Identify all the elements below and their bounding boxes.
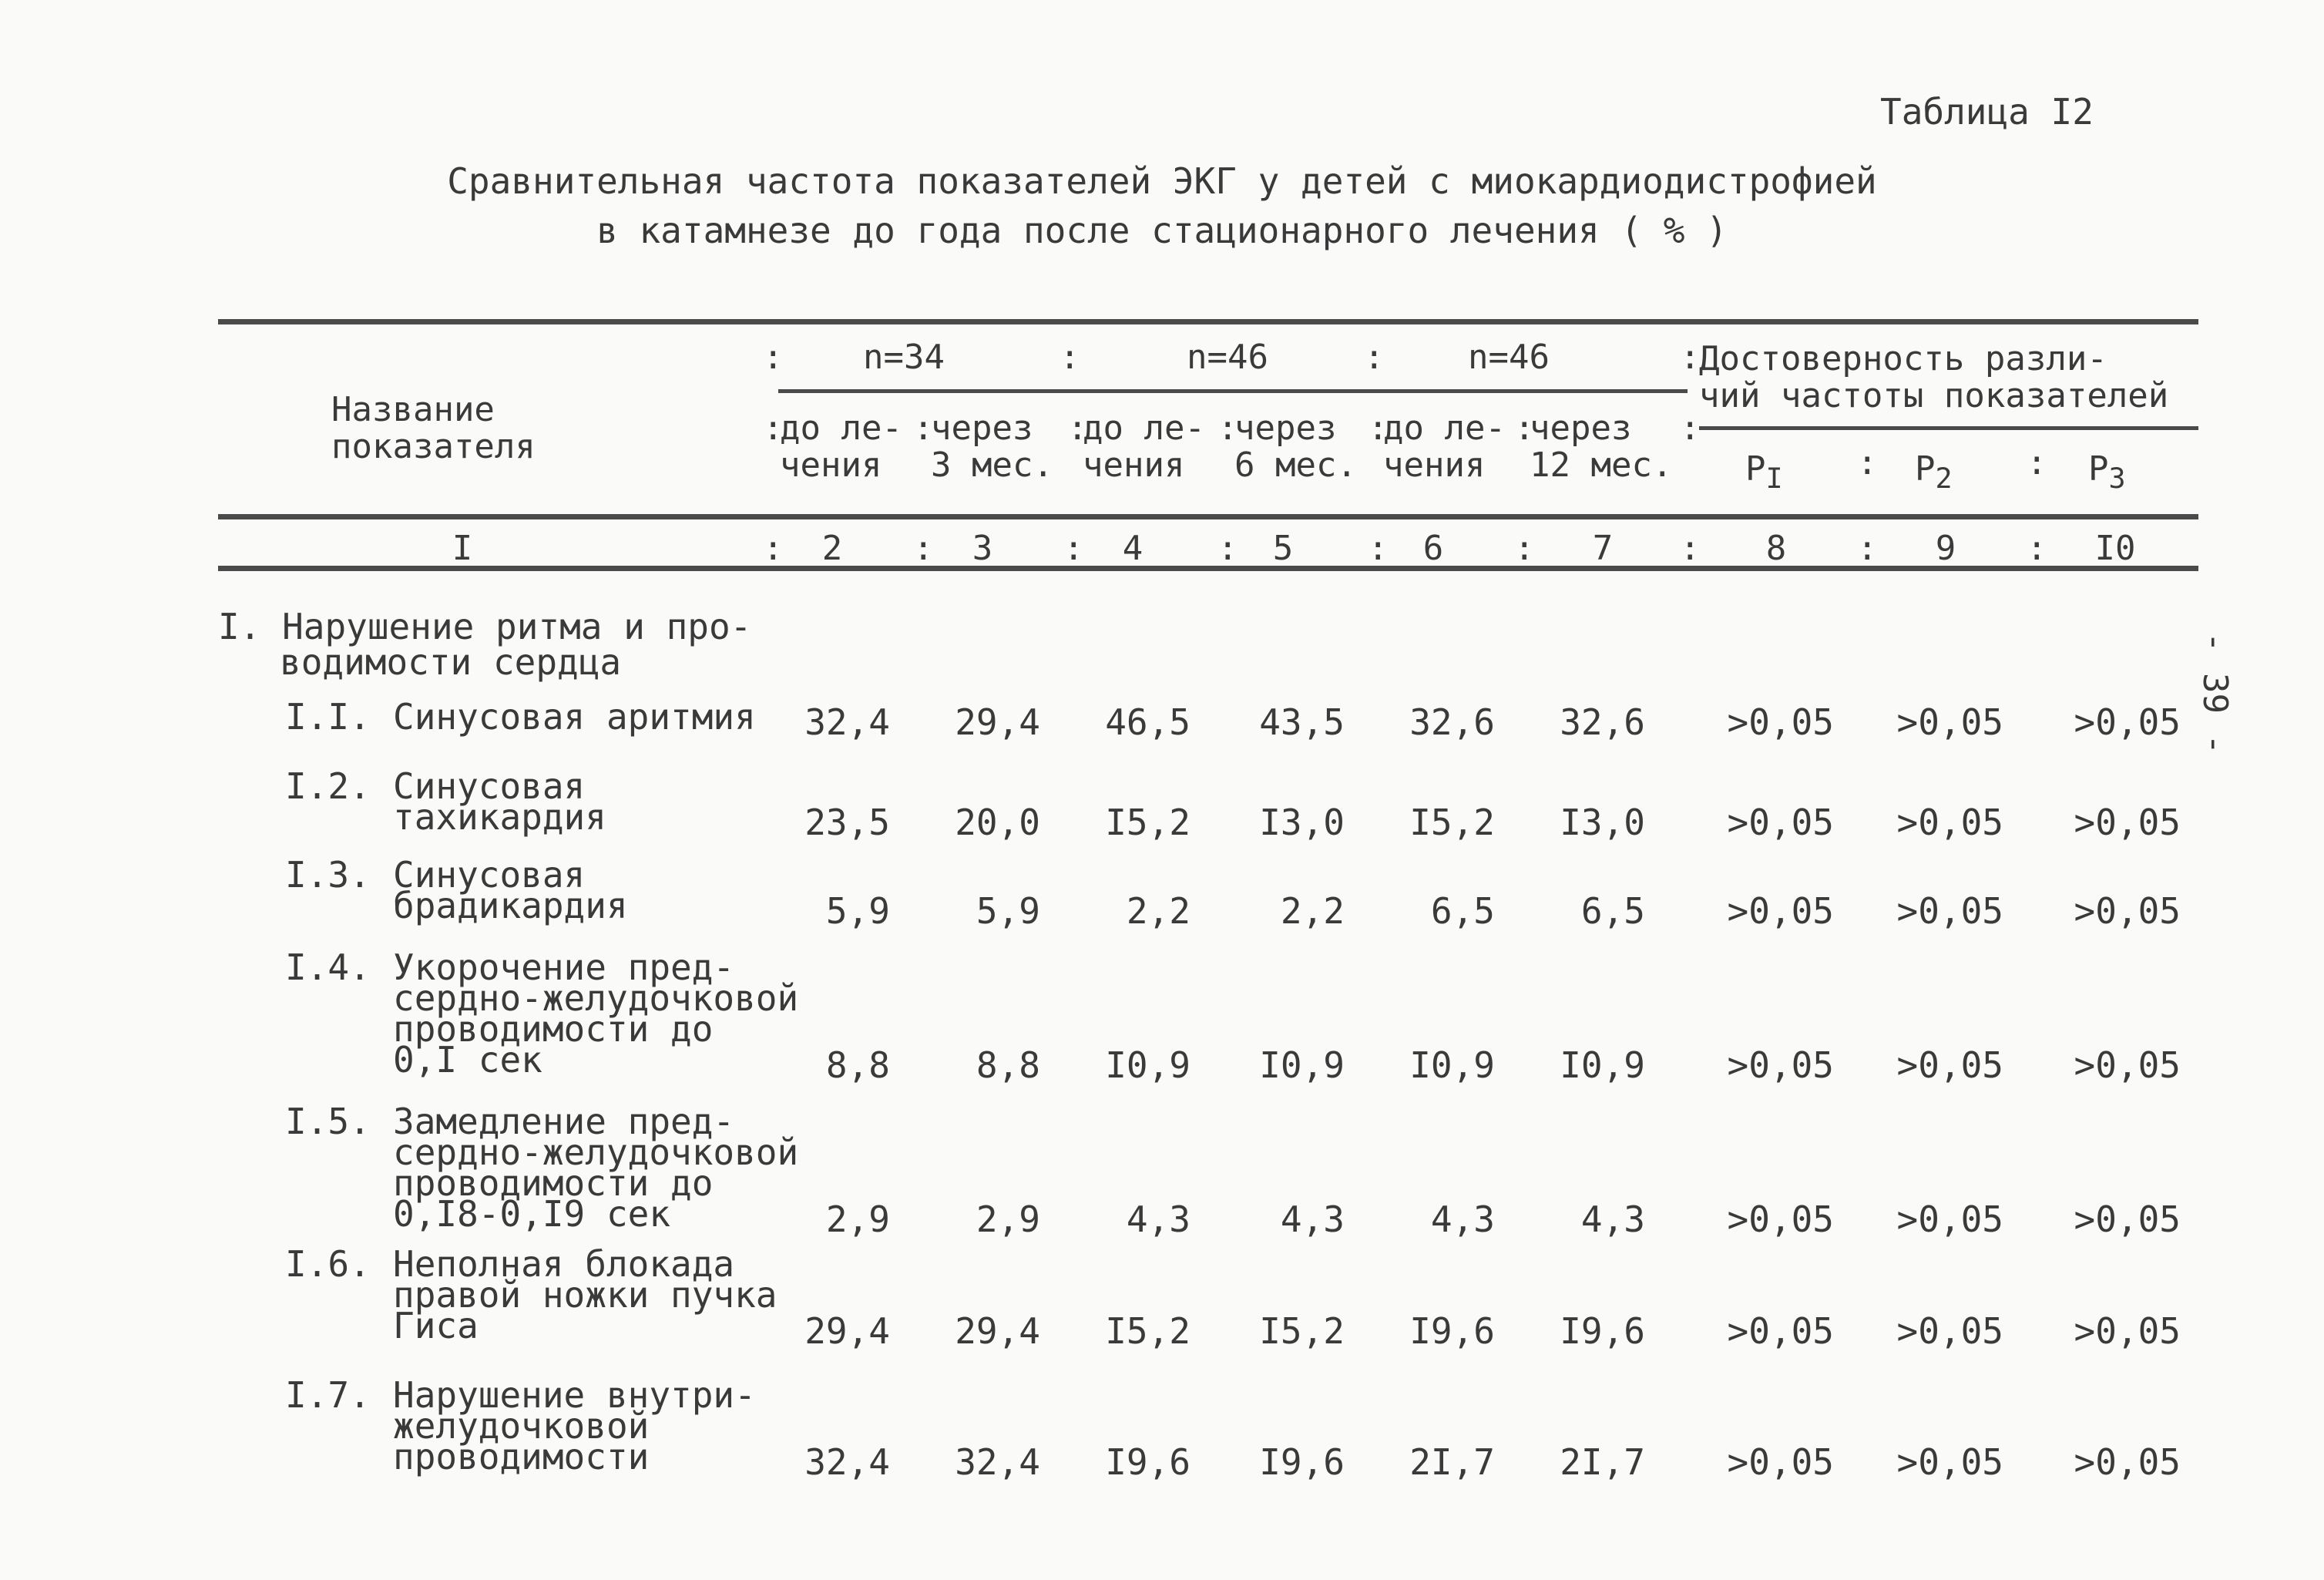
- p-value-cell: >0,05: [1727, 1441, 1834, 1483]
- p-value-cell: >0,05: [2074, 890, 2181, 932]
- table-number: Таблица I2: [1880, 91, 2094, 133]
- column-number: 5: [1272, 529, 1294, 568]
- column-number: I: [452, 529, 473, 568]
- value-cell: 32,4: [804, 1441, 890, 1483]
- column-number: 4: [1122, 529, 1144, 568]
- row-label-line: правой ножки пучка: [393, 1274, 777, 1316]
- row-number: I.4.: [285, 946, 371, 988]
- value-cell: I9,6: [1560, 1310, 1645, 1352]
- value-cell: I0,9: [1560, 1044, 1645, 1086]
- value-cell: 2I,7: [1560, 1441, 1645, 1483]
- row-label-line: Замедление пред-: [393, 1101, 735, 1142]
- column-number-separator: :: [913, 529, 934, 568]
- value-cell: 4,3: [1580, 1198, 1645, 1240]
- row-label-line: Гиса: [393, 1305, 479, 1346]
- value-cell: 32,6: [1409, 701, 1495, 743]
- row-number: I.I.: [285, 696, 371, 738]
- value-cell: I5,2: [1105, 1310, 1191, 1352]
- header-separator: :: [913, 408, 934, 448]
- value-cell: I9,6: [1259, 1441, 1345, 1483]
- column-number: 8: [1765, 529, 1787, 568]
- p-value-cell: >0,05: [1727, 1044, 1834, 1086]
- reliability-header: Достоверность разли- чий частоты показателей: [1699, 339, 2169, 415]
- row-number: I.7.: [285, 1374, 371, 1416]
- subheader-col-7: через 12 мес.: [1530, 408, 1673, 485]
- page-number: - 39 -: [2195, 632, 2235, 755]
- row-label-line: проводимости до: [393, 1162, 714, 1204]
- value-cell: 29,4: [804, 1310, 890, 1352]
- p2-label: $P_2$: [1915, 449, 1953, 495]
- p-value-cell: >0,05: [1727, 701, 1834, 743]
- row-number: I.2.: [285, 765, 371, 807]
- column-number: I0: [2094, 529, 2136, 568]
- p-value-cell: >0,05: [2074, 701, 2181, 743]
- row-label-line: 0,I сек: [393, 1039, 542, 1081]
- header-separator: :: [1067, 408, 1088, 448]
- table-title-line-2: в катамнезе до года после стационарного лечения ( % ): [596, 210, 1728, 251]
- group-header-1: n=34: [863, 338, 945, 377]
- row-label-line: сердно-желудочковой: [393, 1131, 799, 1173]
- value-cell: 2,2: [1126, 890, 1191, 932]
- value-cell: 6,5: [1430, 890, 1495, 932]
- value-cell: 4,3: [1126, 1198, 1191, 1240]
- p-value-cell: >0,05: [2074, 1198, 2181, 1240]
- row-label-line: Синусовая: [393, 854, 586, 896]
- value-cell: 23,5: [804, 802, 890, 843]
- row-number: I.3.: [285, 854, 371, 896]
- column-number-rule: [218, 566, 2198, 571]
- row-label-line: Укорочение пред-: [393, 946, 735, 988]
- value-cell: 20,0: [955, 802, 1040, 843]
- row-label: [393, 696, 756, 738]
- value-cell: 6,5: [1580, 890, 1645, 932]
- name-column-header: Название показателя: [331, 390, 536, 466]
- p-value-cell: >0,05: [2074, 802, 2181, 843]
- header-rule: [218, 514, 2198, 519]
- value-cell: 2,9: [825, 1198, 890, 1240]
- value-cell: 5,9: [825, 890, 890, 932]
- column-number: 6: [1422, 529, 1444, 568]
- p-value-cell: >0,05: [2074, 1044, 2181, 1086]
- value-cell: 5,9: [976, 890, 1040, 932]
- row-label-line: тахикардия: [393, 796, 606, 838]
- header-separator: :: [1217, 408, 1238, 448]
- p-value-cell: >0,05: [2074, 1441, 2181, 1483]
- header-separator: :: [2027, 443, 2047, 482]
- header-separator: :: [763, 338, 784, 377]
- row-label: [393, 946, 799, 1081]
- header-separator: :: [1680, 338, 1701, 377]
- row-label-line: Неполная блокада: [393, 1243, 735, 1285]
- p-value-cell: >0,05: [1727, 890, 1834, 932]
- column-number-separator: :: [1680, 529, 1701, 568]
- row-label-line: проводимости: [393, 1436, 650, 1477]
- p-value-cell: >0,05: [1896, 701, 2003, 743]
- header-separator: :: [1364, 338, 1385, 377]
- value-cell: 32,6: [1560, 701, 1645, 743]
- value-cell: 29,4: [955, 701, 1040, 743]
- value-cell: I0,9: [1105, 1044, 1191, 1086]
- subheader-col-4: до ле- чения: [1083, 408, 1205, 485]
- row-label: [393, 765, 606, 838]
- value-cell: 43,5: [1259, 701, 1345, 743]
- row-label-line: проводимости до: [393, 1008, 714, 1050]
- row-label-line: брадикардия: [393, 885, 628, 926]
- column-number: 3: [972, 529, 993, 568]
- row-number: I.6.: [285, 1243, 371, 1285]
- table-title-line-1: Сравнительная частота показателей ЭКГ у детей с миокардиодистрофией: [447, 160, 1877, 202]
- value-cell: 2,9: [976, 1198, 1040, 1240]
- p-value-cell: >0,05: [1727, 802, 1834, 843]
- value-cell: I9,6: [1105, 1441, 1191, 1483]
- value-cell: 29,4: [955, 1310, 1040, 1352]
- column-number-separator: :: [1857, 529, 1878, 568]
- column-number-separator: :: [1368, 529, 1389, 568]
- row-label: [393, 854, 628, 926]
- subheader-col-2: до ле- чения: [780, 408, 902, 485]
- column-number-separator: :: [1063, 529, 1084, 568]
- column-number-separator: :: [1514, 529, 1535, 568]
- value-cell: I0,9: [1409, 1044, 1495, 1086]
- value-cell: I3,0: [1259, 802, 1345, 843]
- p-value-cell: >0,05: [1727, 1310, 1834, 1352]
- value-cell: 8,8: [976, 1044, 1040, 1086]
- header-separator: :: [1060, 338, 1080, 377]
- row-label: [393, 1374, 756, 1477]
- column-number: 2: [821, 529, 843, 568]
- p3-label: $P_3$: [2088, 449, 2126, 495]
- row-label-line: Синусовая: [393, 765, 586, 807]
- value-cell: I5,2: [1105, 802, 1191, 843]
- p-value-cell: >0,05: [1896, 1044, 2003, 1086]
- row-label-line: желудочковой: [393, 1405, 650, 1447]
- value-cell: 4,3: [1280, 1198, 1345, 1240]
- column-number-separator: :: [2027, 529, 2047, 568]
- p-value-cell: >0,05: [1896, 1310, 2003, 1352]
- header-separator: :: [1514, 408, 1535, 448]
- column-number-separator: :: [1217, 529, 1238, 568]
- row-label-line: 0,I8-0,I9 сек: [393, 1193, 671, 1235]
- header-separator: :: [1368, 408, 1389, 448]
- column-number: 9: [1935, 529, 1956, 568]
- row-label: [393, 1101, 799, 1235]
- value-cell: 8,8: [825, 1044, 890, 1086]
- group-header-3: n=46: [1468, 338, 1550, 377]
- column-number-separator: :: [763, 529, 784, 568]
- value-cell: 46,5: [1105, 701, 1191, 743]
- subheader-col-5: через 6 мес.: [1234, 408, 1357, 485]
- p-value-cell: >0,05: [2074, 1310, 2181, 1352]
- column-number: 7: [1592, 529, 1614, 568]
- value-cell: 4,3: [1430, 1198, 1495, 1240]
- p-value-cell: >0,05: [1896, 890, 2003, 932]
- value-cell: 2,2: [1280, 890, 1345, 932]
- p-value-cell: >0,05: [1896, 1198, 2003, 1240]
- section-title: I. Нарушение ритма и про- водимости сердца: [218, 606, 752, 683]
- subheader-col-3: через 3 мес.: [931, 408, 1053, 485]
- row-number: I.5.: [285, 1101, 371, 1142]
- value-cell: I5,2: [1259, 1310, 1345, 1352]
- p1-label: $P_I$: [1745, 449, 1783, 495]
- value-cell: 32,4: [804, 701, 890, 743]
- value-cell: I5,2: [1409, 802, 1495, 843]
- row-label-line: Нарушение внутри-: [393, 1374, 756, 1416]
- group-underline: [778, 389, 1688, 393]
- value-cell: 2I,7: [1409, 1441, 1495, 1483]
- subheader-col-6: до ле- чения: [1383, 408, 1506, 485]
- row-label-line: Синусовая аритмия: [393, 696, 756, 738]
- header-separator: :: [1680, 408, 1701, 448]
- top-rule: [218, 319, 2198, 324]
- p-value-cell: >0,05: [1896, 1441, 2003, 1483]
- header-separator: :: [763, 408, 784, 448]
- value-cell: 32,4: [955, 1441, 1040, 1483]
- value-cell: I3,0: [1560, 802, 1645, 843]
- p-value-cell: >0,05: [1727, 1198, 1834, 1240]
- row-label-line: сердно-желудочковой: [393, 977, 799, 1019]
- reliability-underline: [1699, 426, 2198, 430]
- row-label: [393, 1243, 777, 1346]
- header-separator: :: [1857, 443, 1878, 482]
- p-value-cell: >0,05: [1896, 802, 2003, 843]
- value-cell: I9,6: [1409, 1310, 1495, 1352]
- group-header-2: n=46: [1187, 338, 1268, 377]
- value-cell: I0,9: [1259, 1044, 1345, 1086]
